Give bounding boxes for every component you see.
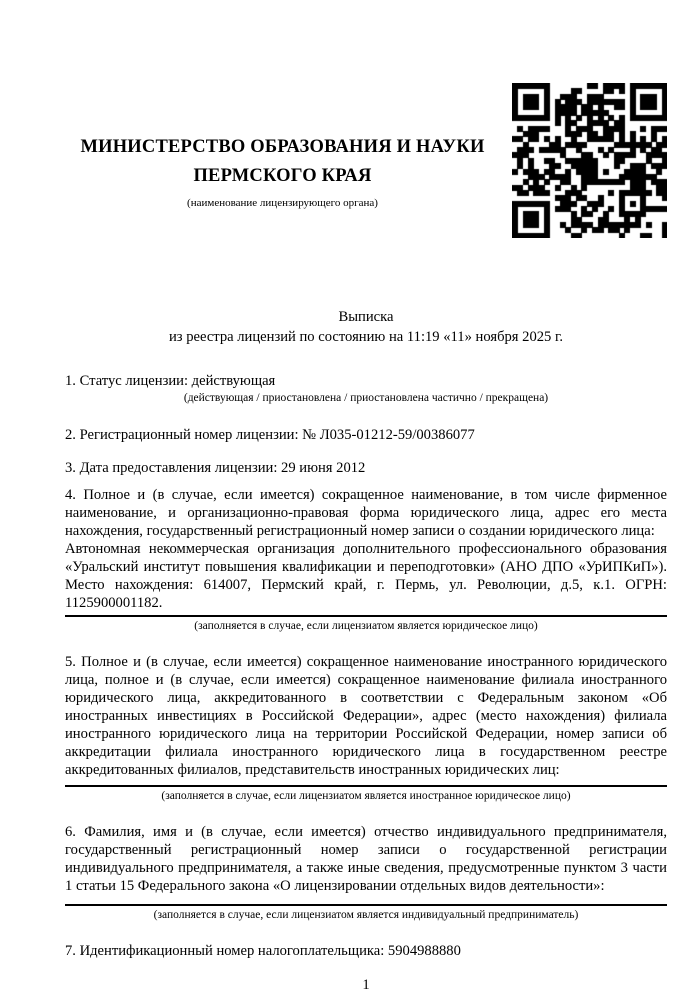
item-taxpayer-number: 7. Идентификационный номер налогоплательщика: 5904988880 bbox=[65, 943, 461, 959]
item-registration-number: 2. Регистрационный номер лицензии: № Л035-01212-59/00386077 bbox=[65, 427, 475, 443]
document-title-line1: Выписка bbox=[338, 309, 394, 325]
ministry-name-line1: МИНИСТЕРСТВО ОБРАЗОВАНИЯ И НАУКИ bbox=[80, 137, 485, 157]
foreign-entity-fill-caption: (заполняется в случае, если лицензиатом является иностранное юридическое лицо) bbox=[161, 790, 571, 802]
licensing-authority-block bbox=[65, 83, 512, 210]
entrepreneur-fill-caption: (заполняется в случае, если лицензиатом является индивидуальный предприниматель) bbox=[153, 909, 579, 921]
document-header bbox=[65, 83, 667, 238]
qr-code bbox=[512, 83, 667, 238]
document-title-line2: из реестра лицензий по состоянию на 11:19 «11» ноября 2025 г. bbox=[168, 329, 563, 345]
section-entrepreneur bbox=[65, 823, 667, 922]
legal-entity-value: Автономная некоммерческая организация дополнительного профессионального образования «Уральский институт повышения квалификации и переподготовки» (АНО ДПО «УрИПКиП»). Место нахождения: 614007, Пермский край, г. Пермь, ул. Революции, д.5, к.1. ОГРН: 1125900001182. bbox=[65, 540, 667, 617]
section-legal-entity bbox=[65, 486, 667, 633]
ministry-name bbox=[65, 133, 500, 191]
document-title bbox=[65, 307, 667, 347]
legal-entity-fill-caption: (заполняется в случае, если лицензиатом является юридическое лицо) bbox=[194, 620, 538, 632]
section-foreign-entity bbox=[65, 653, 667, 803]
item-grant-date: 3. Дата предоставления лицензии: 29 июня 2012 bbox=[65, 460, 366, 476]
item-license-status-caption: (действующая / приостановлена / приостановлена частично / прекращена) bbox=[183, 392, 549, 404]
ministry-name-line2: ПЕРМСКОГО КРАЯ bbox=[193, 166, 372, 186]
licensing-authority-caption: (наименование лицензирующего органа) bbox=[187, 197, 378, 209]
item-license-status: 1. Статус лицензии: действующая bbox=[65, 373, 276, 389]
foreign-entity-intro: 5. Полное и (в случае, если имеется) сокращенное наименование иностранного юридического лица, полное и (в случае, если имеется) сокращенное наименование филиала иностранного юридического лица, аккредитованного в соответствии с Федеральным законом «Об иностранных инвестициях в Российской Федерации», адрес (место нахождения) филиала иностранного юридического лица на территории Российской Федерации, номер записи об аккредитации филиала иностранного юридического лица в государственном реестре аккредитованных филиалов, представительств иностранных юридических лиц: bbox=[65, 653, 667, 787]
page-number: 1 bbox=[362, 977, 370, 989]
entrepreneur-intro: 6. Фамилия, имя и (в случае, если имеется) отчество индивидуального предпринимателя, государственный регистрационный номер записи о государственной регистрации индивидуального предпринимателя, а также иные сведения, предусмотренные пунктом 3 части 1 статьи 15 Федерального закона «О лицензировании отдельных видов деятельности»: bbox=[65, 823, 667, 906]
legal-entity-intro: 4. Полное и (в случае, если имеется) сокращенное наименование, в том числе фирменное наименование, и организационно-правовая форма юридического лица, адрес его места нахождения, государственный регистрационный номер записи о создании юридического лица: bbox=[65, 487, 667, 539]
